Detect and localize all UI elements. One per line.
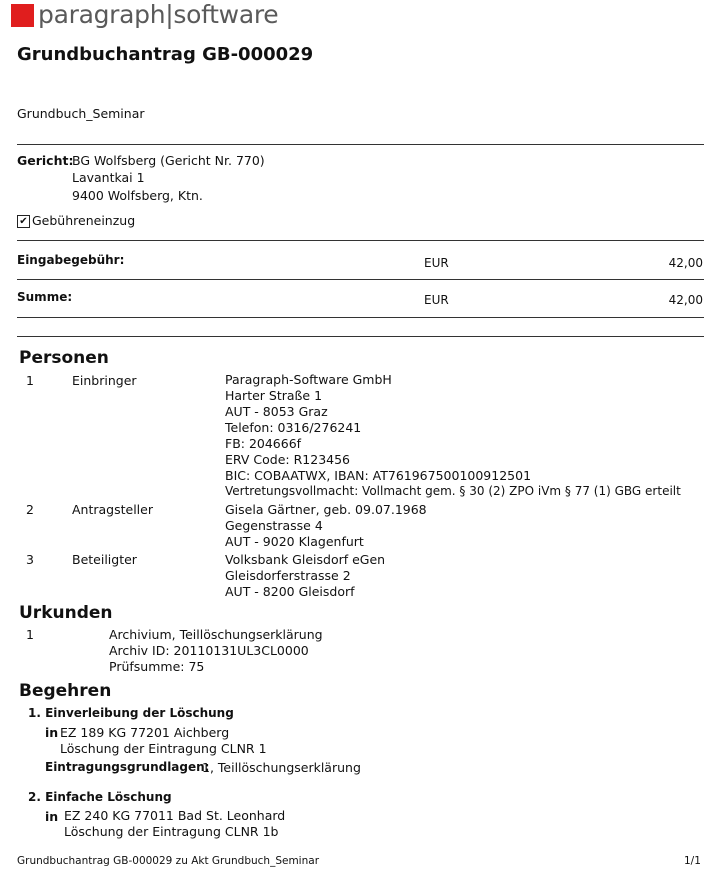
begehren-desc: Löschung der Eintragung CLNR 1 [60,741,267,756]
person-nr: 3 [26,552,34,567]
person-role: Einbringer [72,373,137,388]
urkunde-line: Archivium, Teillöschungserklärung [109,627,323,642]
section-heading-urkunden: Urkunden [19,603,113,623]
urkunde-line: Archiv ID: 20110131UL3CL0000 [109,643,309,658]
fee-label: Eingabegebühr: [17,253,125,267]
logo-mark [11,4,34,27]
person-line: AUT - 8053 Graz [225,404,328,419]
urkunde-line: Prüfsumme: 75 [109,659,205,674]
divider [17,279,704,280]
begehren-grundlagen-value: 1, Teillöschungserklärung [202,760,361,775]
person-nr: 1 [26,373,34,388]
sum-currency: EUR [424,293,449,307]
begehren-title: 1. Einverleibung der Löschung [28,706,234,720]
person-line: AUT - 9020 Klagenfurt [225,534,364,549]
person-role: Beteiligter [72,552,137,567]
person-line: BIC: COBAATWX, IBAN: AT761967500100912501 [225,468,532,483]
section-heading-begehren: Begehren [19,681,112,701]
begehren-ez: EZ 240 KG 77011 Bad St. Leonhard [64,808,286,823]
begehren-in-label: in [45,725,59,740]
page-title: Grundbuchantrag GB-000029 [17,44,314,65]
person-line: Volksbank Gleisdorf eGen [225,552,386,567]
gericht-label: Gericht: [17,153,74,168]
gebuehreneinzug-label: Gebühreneinzug [32,213,136,228]
person-line: FB: 204666f [225,436,302,451]
begehren-grundlagen-label: Eintragungsgrundlagen: [45,760,210,774]
person-line: Gisela Gärtner, geb. 09.07.1968 [225,502,427,517]
page-number: 1/1 [684,855,701,867]
logo-text: paragraph|software [38,0,279,29]
gebuehreneinzug-checkbox[interactable]: ✔ [17,215,30,228]
gericht-line: BG Wolfsberg (Gericht Nr. 770) [72,153,265,168]
person-line: Harter Straße 1 [225,388,323,403]
divider [17,144,704,145]
sum-amount: 42,00 [668,293,703,307]
fee-amount: 42,00 [668,256,703,270]
person-role: Antragsteller [72,502,153,517]
divider [17,240,704,241]
begehren-desc: Löschung der Eintragung CLNR 1b [64,824,279,839]
begehren-ez: EZ 189 KG 77201 Aichberg [60,725,230,740]
gericht-line: Lavantkai 1 [72,170,145,185]
gericht-line: 9400 Wolfsberg, Ktn. [72,188,203,203]
begehren-title: 2. Einfache Löschung [28,790,172,804]
person-line: Paragraph-Software GmbH [225,372,392,387]
sum-label: Summe: [17,290,73,304]
footer-text: Grundbuchantrag GB-000029 zu Akt Grundbuch_Seminar [17,855,320,867]
urkunde-nr: 1 [26,627,34,642]
person-nr: 2 [26,502,34,517]
begehren-in-label: in [45,809,59,824]
akt-name: Grundbuch_Seminar [17,106,145,121]
fee-currency: EUR [424,256,449,270]
divider [17,336,704,337]
person-line: AUT - 8200 Gleisdorf [225,584,355,599]
person-line: Gleisdorferstrasse 2 [225,568,351,583]
person-line: ERV Code: R123456 [225,452,351,467]
person-line: Telefon: 0316/276241 [225,420,362,435]
person-line: Gegenstrasse 4 [225,518,323,533]
divider [17,317,704,318]
person-line: Vertretungsvollmacht: Vollmacht gem. § 30 (2) ZPO iVm § 77 (1) GBG erteilt [225,484,681,498]
section-heading-personen: Personen [19,348,109,368]
